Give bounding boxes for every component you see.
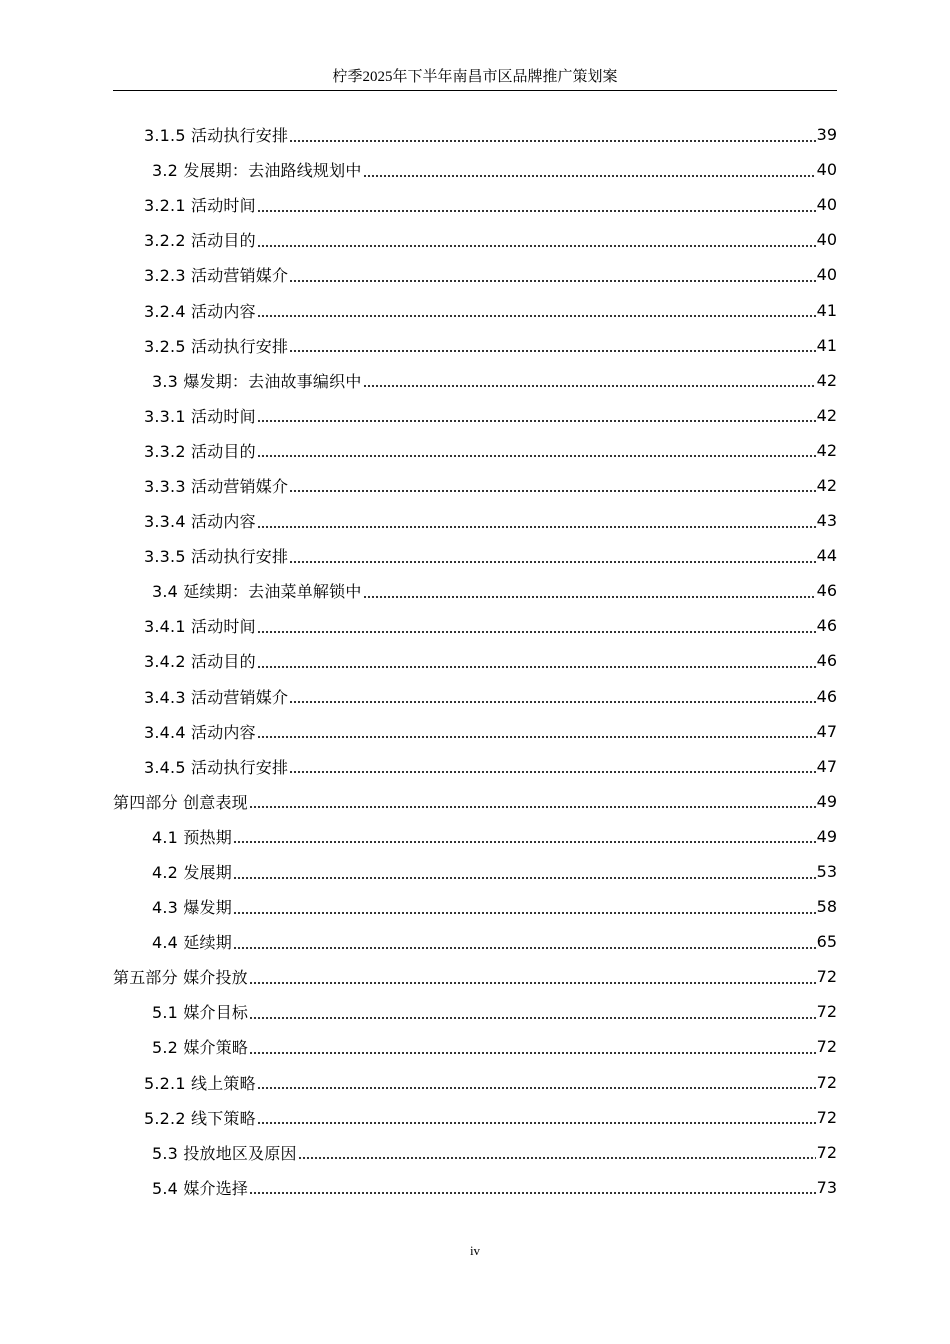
toc-entry-page: 72 xyxy=(816,1107,837,1127)
toc-entry-page: 46 xyxy=(816,651,837,671)
toc-entry[interactable] xyxy=(113,749,837,784)
toc-entry[interactable] xyxy=(113,608,837,643)
toc-entry-label: 4.4 延续期 xyxy=(152,933,232,953)
toc-entry-page: 53 xyxy=(816,862,837,882)
table-of-contents xyxy=(113,117,837,1205)
dot-leader xyxy=(233,937,816,953)
toc-entry-page: 40 xyxy=(816,195,837,215)
dot-leader xyxy=(289,130,815,146)
dot-leader xyxy=(363,165,816,181)
toc-entry-label: 3.4.2 活动目的 xyxy=(144,652,256,672)
page-header xyxy=(113,66,837,91)
toc-entry-label: 3.3.1 活动时间 xyxy=(144,406,256,426)
toc-entry-label: 3.4 延续期：去油菜单解锁中 xyxy=(152,582,362,602)
toc-entry[interactable] xyxy=(113,328,837,363)
dot-leader xyxy=(257,305,816,321)
toc-entry-page: 42 xyxy=(816,405,837,425)
toc-entry-label: 3.4.4 活动内容 xyxy=(144,722,256,742)
toc-entry-page: 41 xyxy=(816,335,837,355)
toc-entry-page: 46 xyxy=(816,686,837,706)
page-number: iv xyxy=(469,1243,481,1258)
dot-leader xyxy=(257,656,816,672)
toc-entry-page: 72 xyxy=(816,1037,837,1057)
toc-entry-label: 4.3 爆发期 xyxy=(152,898,232,918)
toc-entry-page: 49 xyxy=(816,791,837,811)
toc-entry-label: 第五部分 媒介投放 xyxy=(113,968,248,988)
toc-entry[interactable] xyxy=(113,468,837,503)
dot-leader xyxy=(257,410,816,426)
toc-entry-label: 3.4.5 活动执行安排 xyxy=(144,757,289,777)
toc-entry[interactable] xyxy=(113,1135,837,1170)
toc-entry-label: 3.2.4 活动内容 xyxy=(144,301,256,321)
toc-entry-label: 3.4.3 活动营销媒介 xyxy=(144,687,289,707)
toc-entry-page: 49 xyxy=(816,826,837,846)
toc-entry-page: 47 xyxy=(816,721,837,741)
toc-entry[interactable] xyxy=(113,1029,837,1064)
dot-leader xyxy=(257,1112,816,1128)
toc-entry-page: 40 xyxy=(816,230,837,250)
dot-leader xyxy=(289,551,815,567)
toc-entry-label: 3.2.2 活动目的 xyxy=(144,231,256,251)
dot-leader xyxy=(289,691,815,707)
toc-entry-label: 3.1.5 活动执行安排 xyxy=(144,126,289,146)
toc-entry[interactable] xyxy=(113,1065,837,1100)
toc-entry-label: 4.1 预热期 xyxy=(152,827,232,847)
dot-leader xyxy=(363,375,816,391)
dot-leader xyxy=(289,480,815,496)
toc-entry[interactable] xyxy=(113,924,837,959)
dot-leader xyxy=(257,726,816,742)
toc-entry-page: 42 xyxy=(816,370,837,390)
toc-entry[interactable] xyxy=(113,292,837,327)
toc-entry-label: 3.3 爆发期：去油故事编织中 xyxy=(152,371,362,391)
dot-leader xyxy=(233,902,816,918)
toc-entry-page: 46 xyxy=(816,616,837,636)
toc-entry-page: 47 xyxy=(816,756,837,776)
toc-entry[interactable] xyxy=(113,538,837,573)
toc-entry-page: 43 xyxy=(816,511,837,531)
toc-entry-label: 3.2 发展期：去油路线规划中 xyxy=(152,161,362,181)
toc-entry-label: 4.2 发展期 xyxy=(152,863,232,883)
toc-entry-label: 3.2.1 活动时间 xyxy=(144,196,256,216)
toc-entry[interactable] xyxy=(113,1170,837,1205)
toc-entry[interactable] xyxy=(113,643,837,678)
toc-entry[interactable] xyxy=(113,363,837,398)
toc-entry[interactable] xyxy=(113,433,837,468)
toc-entry-label: 5.4 媒介选择 xyxy=(152,1178,249,1198)
toc-entry[interactable] xyxy=(113,257,837,292)
dot-leader xyxy=(257,235,816,251)
toc-entry-page: 39 xyxy=(816,125,837,145)
toc-entry-label: 5.2.1 线上策略 xyxy=(144,1073,256,1093)
toc-entry-label: 3.3.2 活动目的 xyxy=(144,441,256,461)
toc-entry-label: 5.2 媒介策略 xyxy=(152,1038,249,1058)
toc-entry[interactable] xyxy=(113,994,837,1029)
dot-leader xyxy=(257,1077,816,1093)
dot-leader xyxy=(257,516,816,532)
toc-entry-page: 41 xyxy=(816,300,837,320)
toc-entry-label: 第四部分 创意表现 xyxy=(113,792,248,812)
toc-entry[interactable] xyxy=(113,398,837,433)
dot-leader xyxy=(257,445,816,461)
toc-entry-label: 3.3.3 活动营销媒介 xyxy=(144,476,289,496)
toc-entry-label: 5.2.2 线下策略 xyxy=(144,1108,256,1128)
dot-leader xyxy=(249,1007,816,1023)
dot-leader xyxy=(298,1147,816,1163)
toc-entry[interactable] xyxy=(113,187,837,222)
toc-entry-page: 46 xyxy=(816,581,837,601)
toc-entry[interactable] xyxy=(113,152,837,187)
dot-leader xyxy=(249,1182,816,1198)
toc-entry-page: 65 xyxy=(816,932,837,952)
toc-part-entry[interactable] xyxy=(113,784,837,819)
dot-leader xyxy=(249,1042,816,1058)
dot-leader xyxy=(289,761,815,777)
page-footer xyxy=(0,1243,950,1259)
toc-entry[interactable] xyxy=(113,117,837,152)
toc-entry-page: 44 xyxy=(816,546,837,566)
toc-entry[interactable] xyxy=(113,503,837,538)
dot-leader xyxy=(249,972,816,988)
toc-entry-page: 40 xyxy=(816,265,837,285)
toc-entry-page: 73 xyxy=(816,1177,837,1197)
toc-entry[interactable] xyxy=(113,1100,837,1135)
toc-entry-label: 5.3 投放地区及原因 xyxy=(152,1143,297,1163)
dot-leader xyxy=(249,796,816,812)
dot-leader xyxy=(257,621,816,637)
toc-entry-page: 42 xyxy=(816,440,837,460)
toc-entry-page: 58 xyxy=(816,897,837,917)
dot-leader xyxy=(233,867,816,883)
toc-entry[interactable] xyxy=(113,819,837,854)
toc-entry-page: 72 xyxy=(816,1142,837,1162)
toc-entry[interactable] xyxy=(113,679,837,714)
toc-part-entry[interactable] xyxy=(113,959,837,994)
toc-entry-label: 3.2.3 活动营销媒介 xyxy=(144,266,289,286)
toc-entry-page: 72 xyxy=(816,1002,837,1022)
dot-leader xyxy=(257,200,816,216)
dot-leader xyxy=(363,586,816,602)
dot-leader xyxy=(289,270,815,286)
toc-entry-label: 3.2.5 活动执行安排 xyxy=(144,336,289,356)
toc-entry-label: 3.4.1 活动时间 xyxy=(144,617,256,637)
toc-entry-page: 40 xyxy=(816,160,837,180)
toc-entry[interactable] xyxy=(113,854,837,889)
toc-entry-label: 3.3.5 活动执行安排 xyxy=(144,547,289,567)
toc-entry[interactable] xyxy=(113,714,837,749)
toc-entry-page: 42 xyxy=(816,475,837,495)
toc-entry-label: 5.1 媒介目标 xyxy=(152,1003,249,1023)
dot-leader xyxy=(233,831,816,847)
document-title: 柠季2025年下半年南昌市区品牌推广策划案 xyxy=(332,69,618,85)
toc-entry[interactable] xyxy=(113,889,837,924)
toc-entry-page: 72 xyxy=(816,967,837,987)
toc-entry[interactable] xyxy=(113,222,837,257)
toc-entry[interactable] xyxy=(113,573,837,608)
dot-leader xyxy=(289,340,815,356)
toc-entry-page: 72 xyxy=(816,1072,837,1092)
toc-entry-label: 3.3.4 活动内容 xyxy=(144,512,256,532)
